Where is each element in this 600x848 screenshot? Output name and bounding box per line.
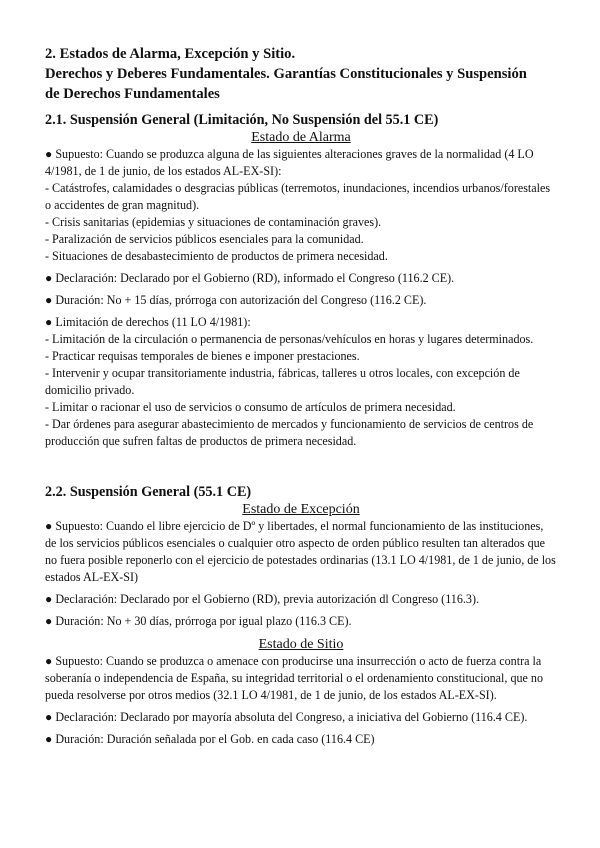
alarma-item: - Crisis sanitarias (epidemias y situaciones de contaminación graves).	[45, 215, 382, 229]
excepcion-duracion: ● Duración: No + 30 días, prórroga por igual plazo (116.3 CE).	[45, 614, 352, 628]
alarma-limitacion: ● Limitación de derechos (11 LO 4/1981):	[45, 315, 251, 329]
header-line-3: de Derechos Fundamentales	[45, 86, 220, 102]
sitio-duracion: ● Duración: Duración señalada por el Gob. en cada caso (116.4 CE)	[45, 732, 375, 746]
excepcion-declaracion: ● Declaración: Declarado por el Gobierno (RD), previa autorización dl Congreso (116.3).	[45, 592, 480, 606]
limitacion-item: - Limitación de la circulación o permanencia de personas/vehículos en horas y lugares determinados.	[45, 332, 534, 346]
alarma-duracion: ● Duración: No + 15 días, prórroga con autorización del Congreso (116.2 CE).	[45, 293, 427, 307]
sitio-supuesto: ● Supuesto: Cuando se produzca o amenace con producirse una insurrección o acto de fuerza contra la soberanía o independencia de España, su integridad territorial o el ordenamiento constitucional, que no pueda resolverse por otros medios (32.1 LO 4/1981, de 1 de junio, de los estados AL-EX-SI).	[45, 654, 544, 702]
alarma-item: - Situaciones de desabastecimiento de productos de primera necesidad.	[45, 249, 388, 263]
document-header	[45, 44, 557, 104]
section-2-title: 2.2. Suspensión General (55.1 CE)	[45, 484, 252, 500]
alarma-supuesto: ● Supuesto: Cuando se produzca alguna de las siguientes alteraciones graves de la normalidad (4 LO 4/1981, de 1 de junio, de los estados AL-EX-SI):	[45, 147, 534, 178]
section-1	[45, 111, 557, 450]
alarma-item: - Catástrofes, calamidades o desgracias públicas (terremotos, inundaciones, incendios urbanos/forestales o accidentes de gran magnitud).	[45, 181, 551, 212]
section-1-title: 2.1. Suspensión General (Limitación, No Suspensión del 55.1 CE)	[45, 112, 439, 128]
section-2	[45, 483, 557, 748]
header-line-1: 2. Estados de Alarma, Excepción y Sitio.	[45, 46, 296, 62]
limitacion-item: - Intervenir y ocupar transitoriamente industria, fábricas, talleres u otros locales, con excepción de domicilio privado.	[45, 366, 520, 397]
estado-alarma-subtitle: Estado de Alarma	[251, 130, 351, 145]
estado-excepcion-subtitle: Estado de Excepción	[242, 502, 360, 517]
excepcion-supuesto: ● Supuesto: Cuando el libre ejercicio de Dº y libertades, el normal funcionamiento de las instituciones, de los servicios públicos esenciales o cualquier otro aspecto de orden público resulten tan alterados que no fuera posible reponerlo con el ejercicio de potestades ordinarias (13.1 LO 4/1981, de 1 de junio, de los estados AL-EX-SI)	[45, 519, 556, 584]
limitacion-item: - Limitar o racionar el uso de servicios o consumo de artículos de primera necesidad.	[45, 400, 456, 414]
alarma-declaracion: ● Declaración: Declarado por el Gobierno (RD), informado el Congreso (116.2 CE).	[45, 271, 455, 285]
header-line-2: Derechos y Deberes Fundamentales. Garantías Constitucionales y Suspensión	[45, 66, 527, 82]
estado-sitio-subtitle: Estado de Sitio	[258, 637, 344, 652]
limitacion-item: - Dar órdenes para asegurar abastecimiento de mercados y funcionamiento de servicios de centros de producción que sufren faltas de productos de primera necesidad.	[45, 417, 534, 448]
limitacion-item: - Practicar requisas temporales de bienes e imponer prestaciones.	[45, 349, 360, 363]
sitio-declaracion: ● Declaración: Declarado por mayoría absoluta del Congreso, a iniciativa del Gobierno (116.4 CE).	[45, 710, 528, 724]
alarma-item: - Paralización de servicios públicos esenciales para la comunidad.	[45, 232, 364, 246]
